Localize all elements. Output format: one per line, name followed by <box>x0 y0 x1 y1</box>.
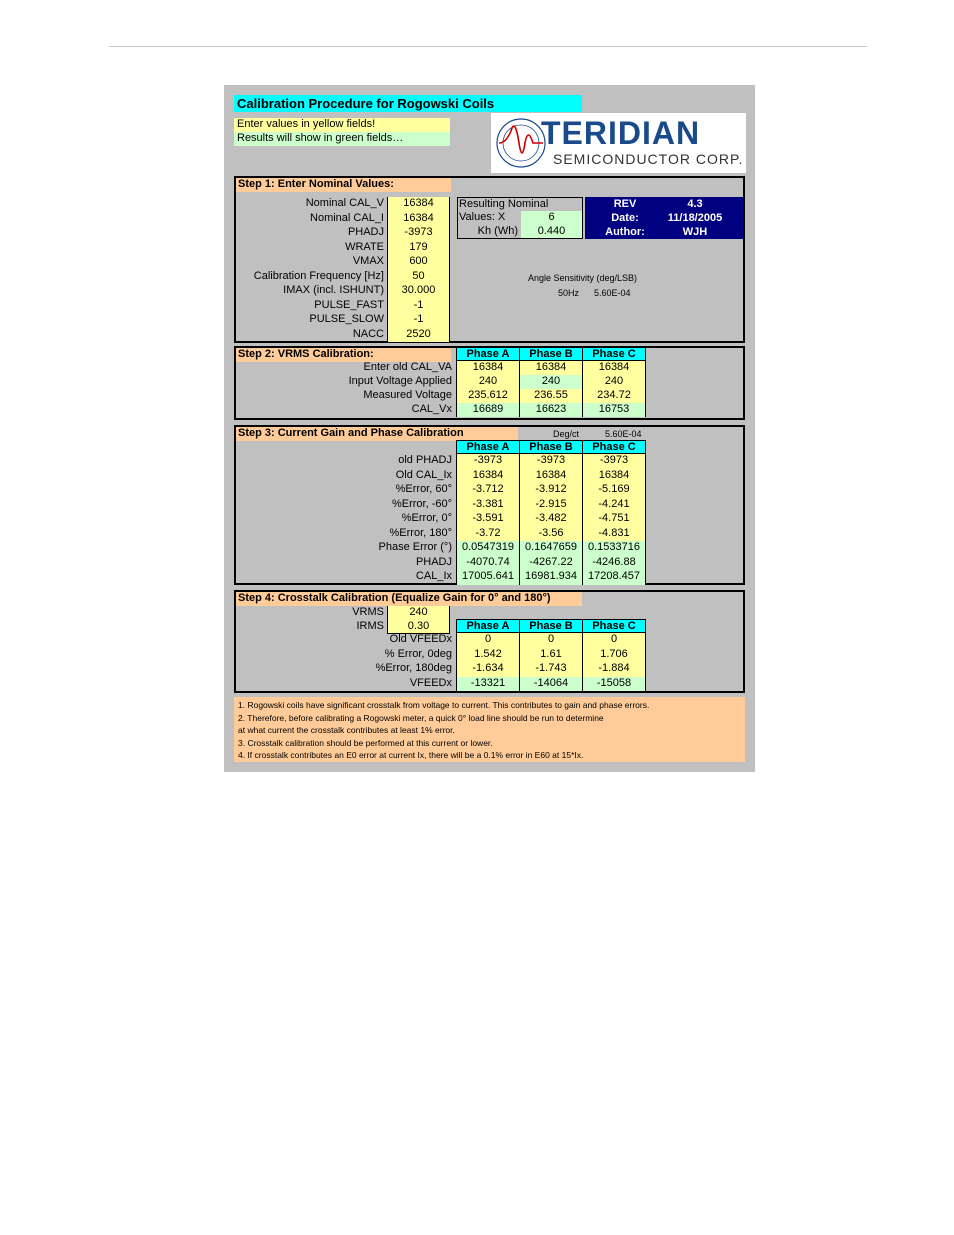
step2-value: 16623 <box>519 403 583 417</box>
step2-value[interactable]: 235.612 <box>456 389 520 403</box>
step3-value[interactable]: 16384 <box>456 469 520 484</box>
step3-value[interactable]: -2.915 <box>519 498 583 513</box>
step2-value[interactable]: 236.55 <box>519 389 583 403</box>
step1-label: PHADJ <box>347 226 384 238</box>
step3-label: %Error, -60° <box>391 497 452 510</box>
degct-label: Deg/ct <box>553 429 580 439</box>
step4-value[interactable]: 0 <box>519 633 583 648</box>
step4-value[interactable]: 0 <box>582 633 646 648</box>
vrms-label: VRMS <box>352 606 384 618</box>
step4-value[interactable]: 1.61 <box>519 648 583 663</box>
step1-label: Nominal CAL_V <box>305 197 384 209</box>
step2-label: Measured Voltage <box>363 389 452 401</box>
author-value: WJH <box>682 226 708 238</box>
footnote: at what current the crosstalk contributes at least 1% error. <box>238 725 455 735</box>
step2-value[interactable]: 234.72 <box>582 389 646 403</box>
step3-label: Old CAL_Ix <box>395 468 452 481</box>
resulting-label-3: Kh (Wh) <box>457 225 521 239</box>
step3-label: CAL_Ix <box>415 570 452 582</box>
resulting-label-2: Values: X <box>457 211 521 225</box>
resulting-label-1: Resulting Nominal <box>459 198 549 210</box>
angle-freq: 50Hz <box>558 288 580 298</box>
step3-value[interactable]: -3.56 <box>519 527 583 542</box>
step3-value[interactable]: -3.482 <box>519 512 583 527</box>
step4-value: -14064 <box>519 677 583 692</box>
step4-value: -13321 <box>456 677 520 692</box>
step4-value[interactable]: 1.706 <box>582 648 646 663</box>
step3-label: PHADJ <box>415 555 452 568</box>
step1-label: IMAX (incl. ISHUNT) <box>283 284 384 296</box>
step3-label: %Error, 0° <box>401 512 452 524</box>
step2-value[interactable]: 16384 <box>582 361 646 375</box>
step3-phase-header: Phase B <box>519 440 583 454</box>
angle-title: Angle Sensitivity (deg/LSB) <box>528 273 638 283</box>
logo-name: TERIDIAN <box>541 115 701 151</box>
step1-label: WRATE <box>345 240 384 253</box>
step1-label: Calibration Frequency [Hz] <box>253 269 384 282</box>
step4-value[interactable]: -1.884 <box>582 662 646 677</box>
step3-value: 17208.457 <box>582 570 646 585</box>
step3-value: -4267.22 <box>519 556 583 571</box>
step3-label: old PHADJ <box>398 454 452 466</box>
step2-label: CAL_Vx <box>411 403 452 415</box>
step3-value[interactable]: -3973 <box>519 454 583 469</box>
step3-value: -4070.74 <box>456 556 520 571</box>
step3-value: 17005.641 <box>456 570 520 585</box>
spreadsheet <box>224 85 755 772</box>
step3-label: Phase Error (°) <box>378 541 452 553</box>
step2-label: Input Voltage Applied <box>348 375 452 387</box>
step2-value: 240 <box>519 375 583 389</box>
date-value: 11/18/2005 <box>667 212 723 224</box>
degct-value: 5.60E-04 <box>605 429 642 439</box>
step3-value: 0.1647659 <box>519 541 583 556</box>
step3-value: 16981.934 <box>519 570 583 585</box>
resulting-blank <box>521 197 583 211</box>
step3-label: %Error, 60° <box>395 483 452 495</box>
step2-value[interactable]: 16384 <box>456 361 520 375</box>
vrms-value[interactable]: 240 <box>387 606 450 620</box>
step4-value[interactable]: 0 <box>456 633 520 648</box>
step4-value[interactable]: 1.542 <box>456 648 520 663</box>
step2-phase-header: Phase B <box>519 347 583 361</box>
step1-input[interactable]: -3973 <box>387 226 450 241</box>
step1-header: Step 1: Enter Nominal Values: <box>236 178 451 192</box>
footnote: 3. Crosstalk calibration should be performed at this current or lower. <box>238 737 493 748</box>
step3-value: 0.1533716 <box>582 541 646 556</box>
rev-value: 4.3 <box>687 198 703 210</box>
step1-input[interactable]: 2520 <box>387 328 450 343</box>
irms-label: IRMS <box>356 620 384 632</box>
footnote: 1. Rogowski coils have significant crosstalk from voltage to current. This contributes to gain and phase errors. <box>238 700 650 710</box>
note-yellow: Enter values in yellow fields! <box>234 118 450 132</box>
angle-value: 5.60E-04 <box>594 288 631 298</box>
teridian-logo <box>491 113 746 173</box>
step3-value[interactable]: -3.912 <box>519 483 583 498</box>
step2-value[interactable]: 16384 <box>519 361 583 375</box>
step2-label: Enter old CAL_VA <box>363 361 452 373</box>
step3-value[interactable]: -3.591 <box>456 512 520 527</box>
step2-value[interactable]: 240 <box>582 375 646 389</box>
step3-phase-header: Phase C <box>582 440 646 454</box>
step1-input[interactable]: 16384 <box>387 212 450 227</box>
footnotes-box <box>234 697 745 762</box>
resulting-kh: 0.440 <box>521 225 583 239</box>
step1-label: Nominal CAL_I <box>310 211 384 224</box>
step3-value[interactable]: -4.241 <box>582 498 646 513</box>
step2-phase-header: Phase A <box>456 347 520 361</box>
rev-label: REV <box>613 198 637 210</box>
step2-value: 16689 <box>456 403 520 417</box>
step1-label: PULSE_FAST <box>314 298 384 311</box>
step3-value[interactable]: -3.72 <box>456 527 520 542</box>
irms-value[interactable]: 0.30 <box>387 620 450 634</box>
step1-label: PULSE_SLOW <box>309 313 384 325</box>
date-label: Date: <box>611 212 639 224</box>
step1-input[interactable]: -1 <box>387 299 450 314</box>
step3-value[interactable]: -3.381 <box>456 498 520 513</box>
sheet-title: Calibration Procedure for Rogowski Coils <box>234 95 582 112</box>
step3-label: %Error, 180° <box>389 526 452 539</box>
step4-label: VFEEDx <box>409 676 452 689</box>
step2-value: 16753 <box>582 403 646 417</box>
step3-value[interactable]: -5.169 <box>582 483 646 498</box>
step3-value: 0.0547319 <box>456 541 520 556</box>
step4-phase-header: Phase A <box>456 619 520 633</box>
step2-value[interactable]: 240 <box>456 375 520 389</box>
step1-input[interactable]: 50 <box>387 270 450 285</box>
step3-value[interactable]: 16384 <box>582 469 646 484</box>
step3-value[interactable]: -4.831 <box>582 527 646 542</box>
step3-header: Step 3: Current Gain and Phase Calibration <box>236 427 518 441</box>
step1-input[interactable]: 600 <box>387 255 450 270</box>
step4-value: -15058 <box>582 677 646 692</box>
step2-header: Step 2: VRMS Calibration: <box>236 348 451 362</box>
logo-sub: SEMICONDUCTOR CORP. <box>553 151 744 167</box>
step4-label: % Error, 0deg <box>384 647 452 660</box>
step1-input[interactable]: 30.000 <box>387 284 450 299</box>
step1-input[interactable]: -1 <box>387 313 450 328</box>
step4-phase-header: Phase C <box>582 619 646 633</box>
step3-value[interactable]: 16384 <box>519 469 583 484</box>
step3-phase-header: Phase A <box>456 440 520 454</box>
step3-value: -4246.88 <box>582 556 646 571</box>
step4-value[interactable]: -1.743 <box>519 662 583 677</box>
rev-block <box>585 197 743 239</box>
step3-value[interactable]: -3973 <box>456 454 520 469</box>
page-top-rule <box>109 46 867 47</box>
step4-label: Old VFEEDx <box>389 633 452 645</box>
step1-input[interactable]: 179 <box>387 241 450 256</box>
note-green: Results will show in green fields… <box>234 132 450 146</box>
footnote: 2. Therefore, before calibrating a Rogowski meter, a quick 0° load line should be run to determine <box>238 712 604 723</box>
step3-value[interactable]: -3973 <box>582 454 646 469</box>
step3-value[interactable]: -3.712 <box>456 483 520 498</box>
step1-label: NACC <box>352 327 384 340</box>
step3-value[interactable]: -4.751 <box>582 512 646 527</box>
author-label: Author: <box>605 226 645 238</box>
step2-phase-header: Phase C <box>582 347 646 361</box>
step4-value[interactable]: -1.634 <box>456 662 520 677</box>
step1-label: VMAX <box>352 255 384 267</box>
step4-phase-header: Phase B <box>519 619 583 633</box>
step1-input[interactable]: 16384 <box>387 197 450 212</box>
step4-label: %Error, 180deg <box>375 662 452 674</box>
step4-header: Step 4: Crosstalk Calibration (Equalize Gain for 0° and 180°) <box>236 592 582 606</box>
resulting-x: 6 <box>521 211 583 225</box>
footnote: 4. If crosstalk contributes an E0 error at current Ix, there will be a 0.1% error in E60 at 15*Ix. <box>238 750 584 760</box>
